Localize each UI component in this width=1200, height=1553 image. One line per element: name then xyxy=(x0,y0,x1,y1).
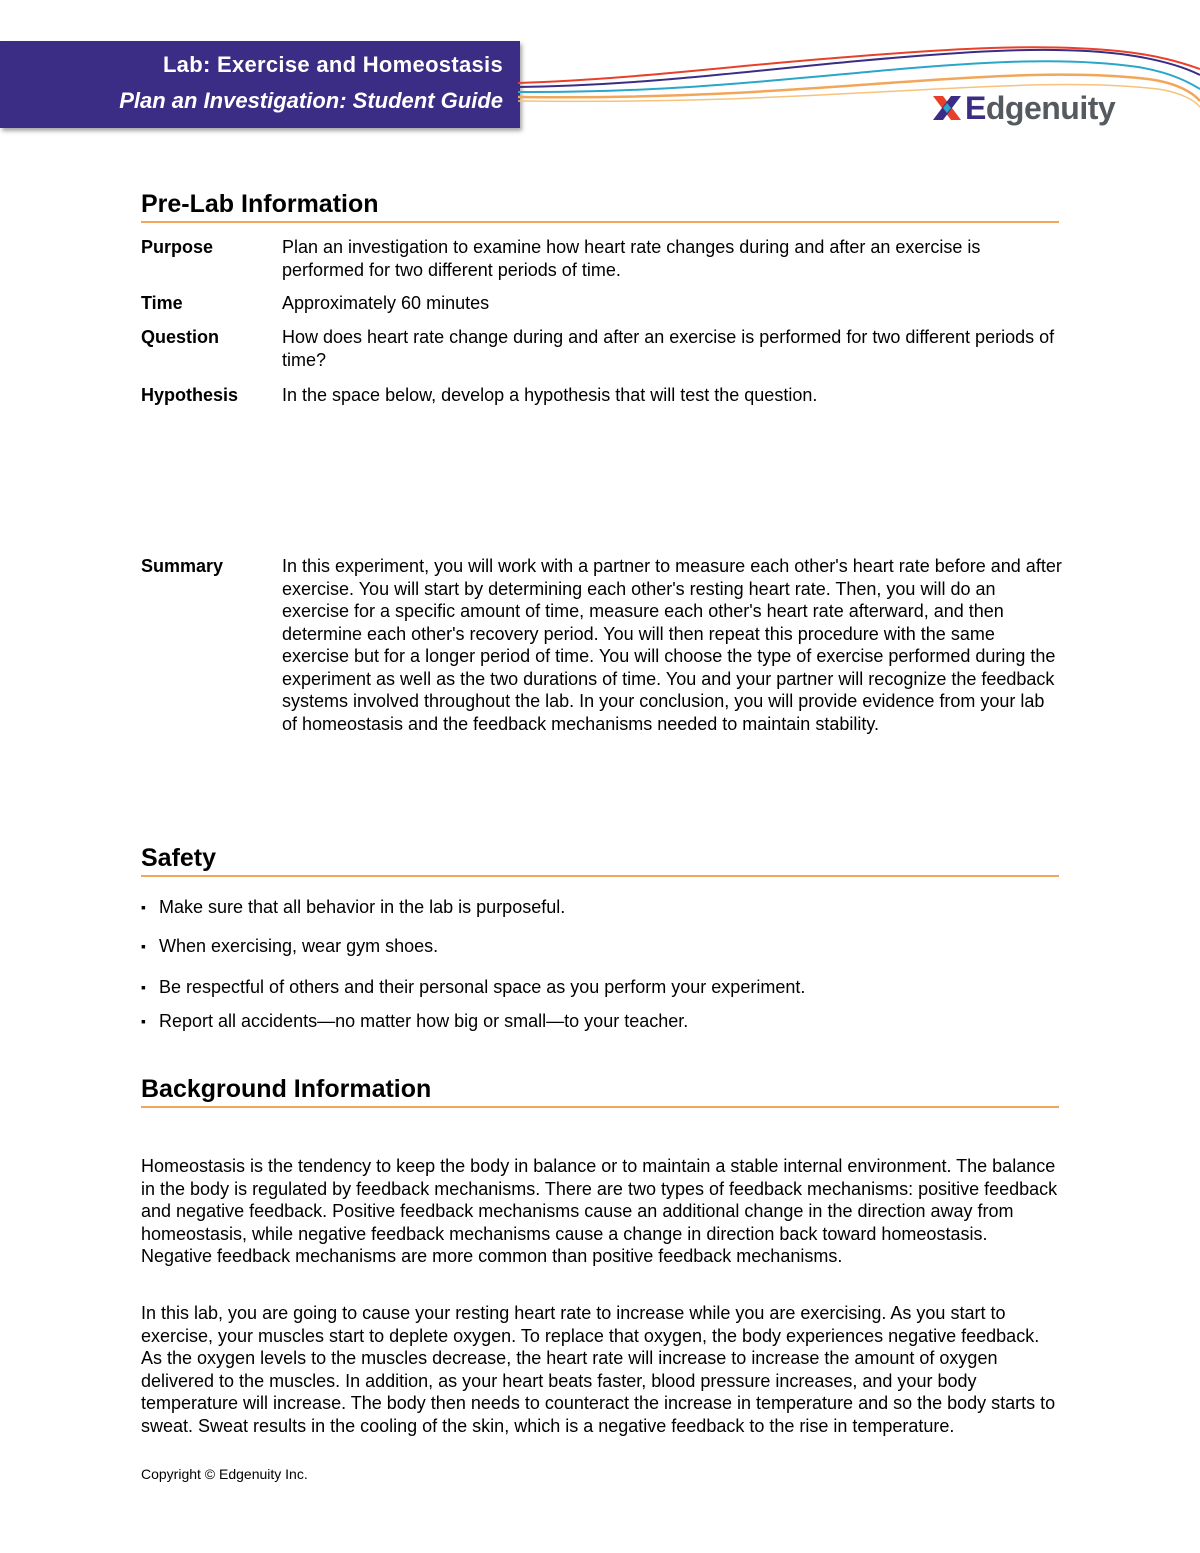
purpose-text: Plan an investigation to examine how heart rate changes during and after an exercise is performed for two different periods of time. xyxy=(282,237,981,280)
copyright-notice: Copyright © Edgenuity Inc. xyxy=(141,1466,308,1482)
question-text: How does heart rate change during and after an exercise is performed for two different periods of time? xyxy=(282,327,1055,370)
safety-item xyxy=(141,976,1071,998)
safety-item-text: When exercising, wear gym shoes. xyxy=(159,936,439,956)
document-subtitle: Plan an Investigation: Student Guide xyxy=(119,88,503,113)
safety-item-text: Report all accidents—no matter how big or small—to your teacher. xyxy=(159,1011,689,1031)
question-label: Question xyxy=(141,327,220,347)
logo-wordmark-rest: dgenuity xyxy=(985,90,1116,126)
background-paragraph-1: Homeostasis is the tendency to keep the body in balance or to maintain a stable internal environment. The balance in the body is regulated by feedback mechanisms. There are two types of feedback mechanisms: positive feedback and negative feedback. Positive feedback mechanisms cause an additional change in the direction away from homeostasis, while negative feedback mechanisms cause a change in direction back toward homeostasis. Negative feedback mechanisms are more common than positive feedback mechanisms. xyxy=(141,1156,1058,1266)
bullet-icon: ▪ xyxy=(141,1013,146,1029)
logo-wordmark xyxy=(965,91,1115,125)
summary-label: Summary xyxy=(141,556,224,576)
bullet-icon: ▪ xyxy=(141,979,146,995)
bullet-icon: ▪ xyxy=(141,899,146,915)
time-label: Time xyxy=(141,293,183,313)
safety-item-text: Make sure that all behavior in the lab is purposeful. xyxy=(159,897,566,917)
edgenuity-x-icon xyxy=(930,91,964,125)
background-paragraph-2: In this lab, you are going to cause your resting heart rate to increase while you are exercising. As you start to exercise, your muscles start to deplete oxygen. To replace that oxygen, the body experiences negative feedback. As the oxygen levels to the muscles decrease, the heart rate will increase to increase the amount of oxygen delivered to the muscles. In addition, as your heart beats faster, blood pressure increases, and your body temperature will increase. The body then needs to counteract the increase in temperature and so the body starts to sweat. Sweat results in the cooling of the skin, which is a negative feedback to the rise in temperature. xyxy=(141,1303,1056,1436)
purpose-label: Purpose xyxy=(141,237,214,257)
safety-item xyxy=(141,896,1071,918)
document-title: Lab: Exercise and Homeostasis xyxy=(162,52,503,77)
edgenuity-logo xyxy=(930,88,1115,128)
prelab-heading: Pre-Lab Information xyxy=(141,189,1059,223)
safety-item xyxy=(141,1010,1071,1032)
summary-text: In this experiment, you will work with a partner to measure each other's heart rate before and after exercise. You will start by determining each other's resting heart rate. Then, you will do an exercise for a specific amount of time, measure each other's heart rate afterward, and then determine each other's recovery period. You will then repeat this procedure with the same exercise but for a longer period of time. You will choose the type of exercise performed during the experiment as well as the two durations of time. You and your partner will recognize the feedback systems involved throughout the lab. In your conclusion, you will provide evidence from your lab of homeostasis and the feedback mechanisms needed to maintain stability. xyxy=(282,556,1062,734)
safety-heading: Safety xyxy=(141,843,1059,877)
safety-item xyxy=(141,935,1071,957)
background-heading: Background Information xyxy=(141,1074,1059,1108)
hypothesis-text: In the space below, develop a hypothesis that will test the question. xyxy=(282,385,818,405)
time-text: Approximately 60 minutes xyxy=(282,293,490,313)
logo-wordmark-initial: E xyxy=(965,90,986,126)
hypothesis-label: Hypothesis xyxy=(141,385,239,405)
bullet-icon: ▪ xyxy=(141,938,146,954)
safety-item-text: Be respectful of others and their personal space as you perform your experiment. xyxy=(159,977,806,997)
header-banner xyxy=(0,41,520,128)
